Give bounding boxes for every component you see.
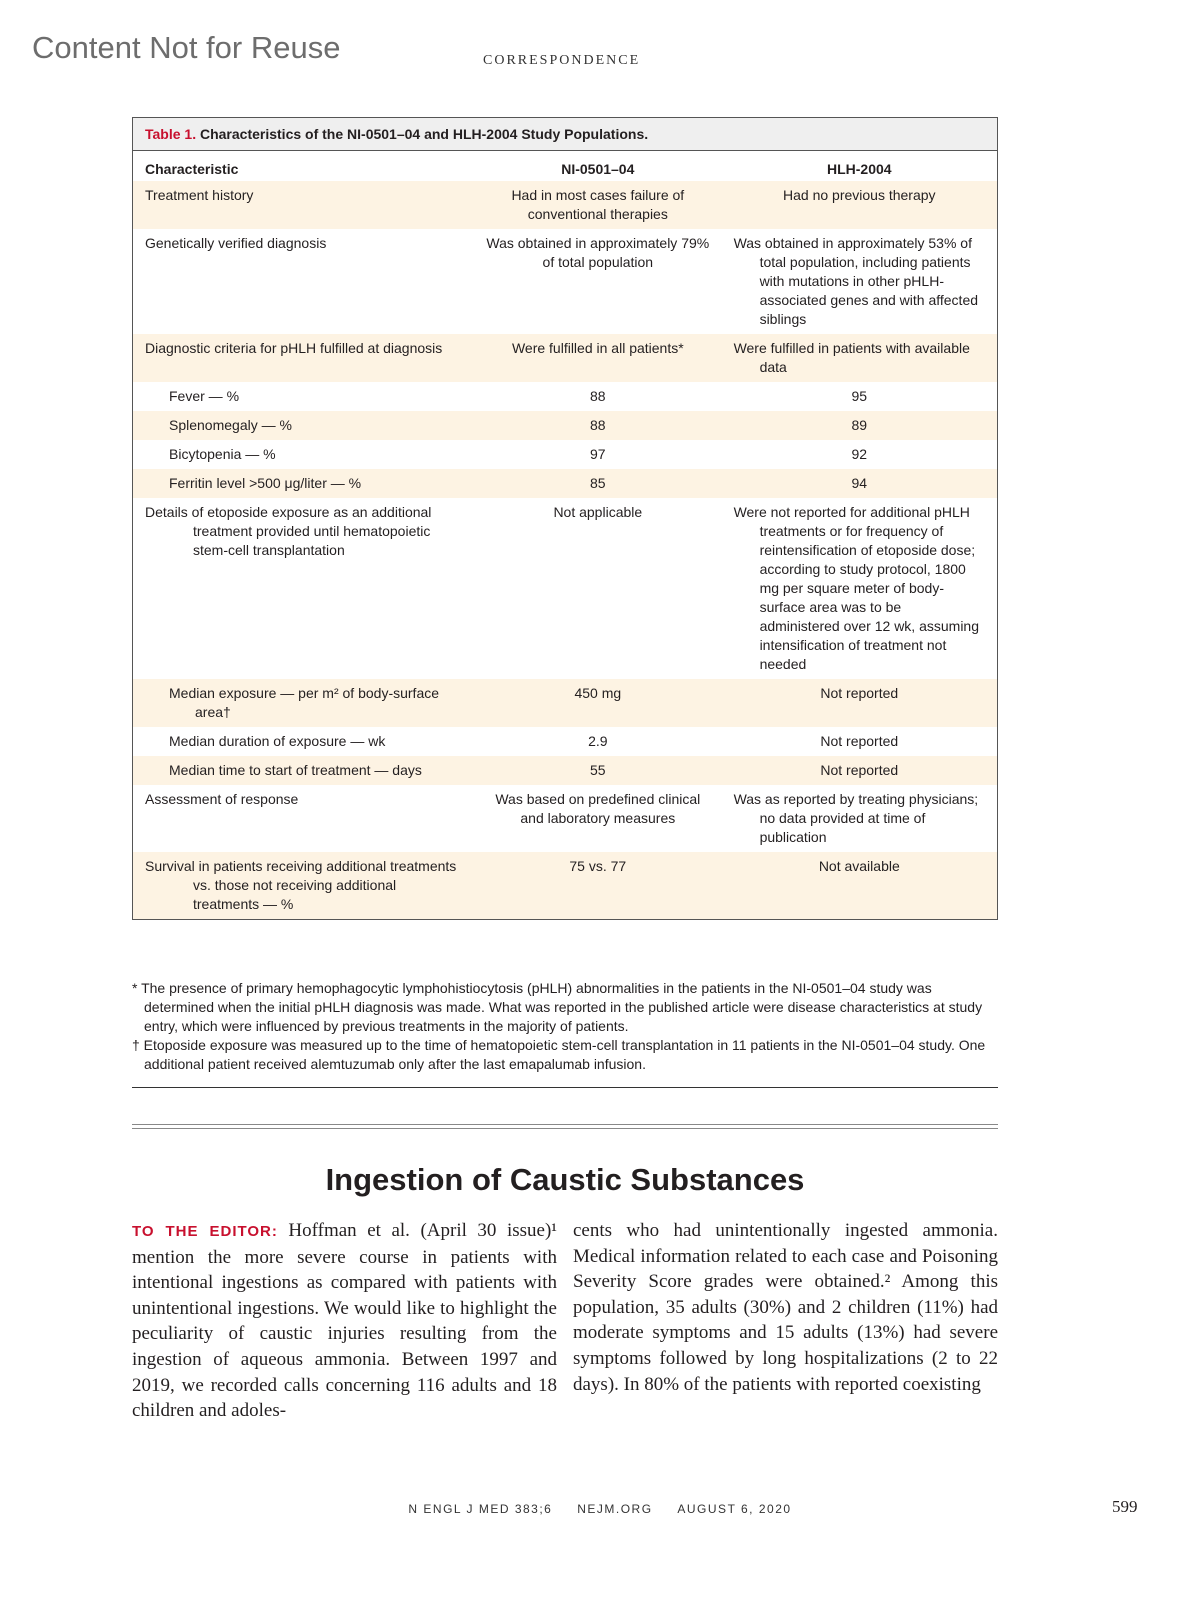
table-row	[133, 756, 997, 785]
hlh-2004-value: Was as reported by treating physicians; no data provided at time of publication	[733, 791, 979, 845]
running-head: CORRESPONDENCE	[483, 53, 641, 68]
ni-0501-04-value: Were fulfilled in all patients*	[474, 334, 722, 382]
table-row	[133, 382, 997, 411]
lead-in: TO THE EDITOR:	[132, 1223, 278, 1240]
column-right-text: cents who had unintentionally ingested ammonia. Medical information related to each case and Poisoning Severity Score grades were obtained.² Among this population, 35 adults (30%) and 2 children (11%) had moderate symptoms and 15 adults (13%) had severe symptoms followed by long hospitalizations (2 to 22 days). In 80% of the patients with reported coexisting	[573, 1220, 998, 1395]
row-label: Treatment history	[133, 181, 474, 229]
hlh-2004-value: 94	[722, 469, 997, 498]
hlh-2004-value: 92	[851, 446, 868, 462]
table-1	[132, 117, 998, 920]
table-row	[133, 334, 997, 382]
table-row	[133, 229, 997, 334]
hlh-2004-value: Not available	[722, 852, 997, 919]
row-label: Splenomegaly — %	[133, 411, 474, 440]
ni-0501-04-value: Was based on predefined clinical and laboratory measures	[495, 791, 701, 826]
row-label: Fever — %	[169, 388, 240, 404]
row-label: Details of etoposide exposure as an additional treatment provided until hematopoietic stem-cell transplantation	[145, 504, 432, 558]
article-column-right	[573, 1218, 998, 1424]
ni-0501-04-value: Had in most cases failure of conventional therapies	[474, 181, 722, 229]
hlh-2004-value: 95	[851, 388, 868, 404]
table-row	[133, 469, 997, 498]
footnote-asterisk: * The presence of primary hemophagocytic lymphohistiocytosis (pHLH) abnormalities in the patients in the NI-0501–04 study was determined when the initial pHLH diagnosis was made. What was reported in the published article were disease characteristics at study entry, which were influenced by previous treatments in the majority of patients.	[132, 980, 983, 1034]
row-label: Median duration of exposure — wk	[169, 733, 386, 749]
footer-date: AUGUST 6, 2020	[677, 1502, 792, 1516]
row-label: Median time to start of treatment — days	[133, 756, 474, 785]
ni-0501-04-value: 2.9	[588, 733, 608, 749]
row-label: Ferritin level >500 μg/liter — %	[133, 469, 474, 498]
ni-0501-04-value: Not applicable	[553, 504, 643, 520]
table-caption: Characteristics of the NI-0501–04 and HLH-2004 Study Populations.	[196, 126, 649, 142]
ni-0501-04-value: 88	[590, 388, 606, 404]
ni-0501-04-value: 88	[474, 411, 722, 440]
table-row	[133, 411, 997, 440]
section-divider	[132, 1124, 998, 1129]
table-header-row	[133, 151, 997, 181]
hlh-2004-value: Were not reported for additional pHLH treatments or for frequency of reintensification of etoposide dose; according to study protocol, 1800 mg per square meter of body-surface area was to be administered over 12 wk, assuming intensification of treatment not needed	[733, 504, 979, 672]
watermark: Content Not for Reuse	[32, 30, 341, 65]
hlh-2004-value: Were fulfilled in patients with available data	[722, 334, 997, 382]
page-footer	[0, 1502, 1200, 1516]
hlh-2004-value: Had no previous therapy	[722, 181, 997, 229]
header-characteristic: Characteristic	[145, 161, 239, 177]
table-row	[133, 440, 997, 469]
table-row	[133, 679, 997, 727]
footer-journal: N ENGL J MED 383;6	[408, 1502, 553, 1516]
row-label: Diagnostic criteria for pHLH fulfilled at diagnosis	[133, 334, 474, 382]
column-left-text: Hoffman et al. (April 30 issue)¹ mention the more severe course in patients with intentional ingestions as compared with patients with unintentional ingestions. We would like to highlight the peculiarity of caustic injuries resulting from the ingestion of aqueous ammonia. Between 1997 and 2019, we recorded calls concerning 116 adults and 18 children and adoles-	[132, 1220, 557, 1422]
ni-0501-04-value: Was obtained in approximately 79% of total population	[486, 235, 710, 270]
ni-0501-04-value: 55	[474, 756, 722, 785]
table-row	[133, 852, 997, 919]
table-row	[133, 785, 997, 852]
table-footnotes	[132, 979, 998, 1074]
row-label: Genetically verified diagnosis	[145, 235, 327, 251]
row-label: Survival in patients receiving additional treatments vs. those not receiving additional treatments — %	[133, 852, 474, 919]
table-title	[133, 118, 997, 151]
page-number: 599	[1112, 1497, 1138, 1516]
hlh-2004-value: 89	[722, 411, 997, 440]
table-row	[133, 498, 997, 679]
ni-0501-04-value: 85	[474, 469, 722, 498]
table-number: Table 1.	[145, 126, 197, 142]
article-column-left	[132, 1218, 557, 1424]
row-label: Median exposure — per m² of body-surface area†	[133, 679, 474, 727]
ni-0501-04-value: 450 mg	[474, 679, 722, 727]
article-title: Ingestion of Caustic Substances	[325, 1162, 805, 1197]
article-body	[132, 1218, 998, 1424]
footer-site: NEJM.ORG	[577, 1502, 653, 1516]
header-hlh-2004: HLH-2004	[826, 161, 892, 177]
hlh-2004-value: Not reported	[722, 756, 997, 785]
hlh-2004-value: Not reported	[722, 679, 997, 727]
footnote-rule	[132, 1087, 998, 1088]
footnote-dagger: † Etoposide exposure was measured up to the time of hematopoietic stem-cell transplantation in 11 patients in the NI-0501–04 study. One additional patient received alemtuzumab only after the last emapalumab infusion.	[132, 1037, 986, 1072]
ni-0501-04-value: 75 vs. 77	[474, 852, 722, 919]
header-ni-0501-04: NI-0501–04	[561, 161, 635, 177]
ni-0501-04-value: 97	[590, 446, 606, 462]
hlh-2004-value: Was obtained in approximately 53% of total population, including patients with mutations in other pHLH-associated genes and with affected siblings	[733, 235, 979, 327]
hlh-2004-value: Not reported	[820, 733, 899, 749]
row-label: Assessment of response	[145, 791, 299, 807]
row-label: Bicytopenia — %	[169, 446, 276, 462]
table-row	[133, 181, 997, 229]
table-row	[133, 727, 997, 756]
characteristics-table	[133, 151, 997, 919]
